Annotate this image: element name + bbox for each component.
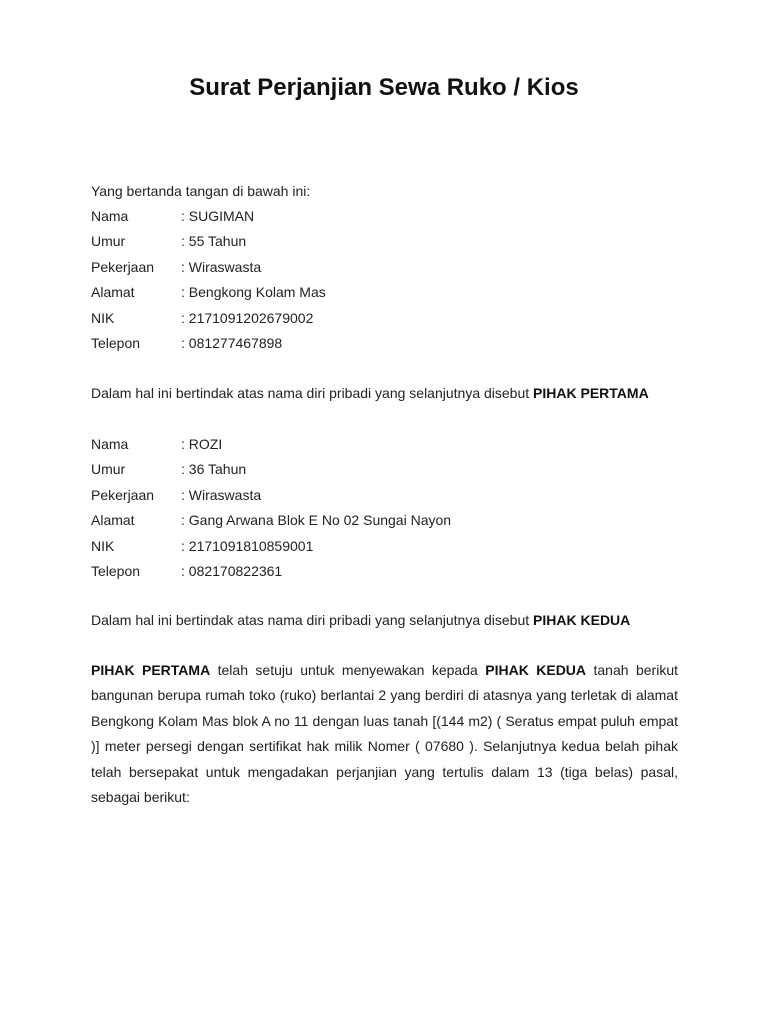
field-value: SUGIMAN [188,208,255,224]
field-value: Bengkong Kolam Mas [188,284,326,301]
party2-field-alamat [91,508,678,533]
field-separator: : [181,335,189,352]
field-separator: : [181,208,189,224]
field-separator: : [181,512,189,529]
field-value: Gang Arwana Blok E No 02 Sungai Nayon [188,512,452,529]
field-label: Pekerjaan [91,258,155,275]
field-label: Umur [91,233,126,250]
field-label: Nama [91,208,129,224]
field-separator: : [181,258,189,275]
field-label: Pekerjaan [91,486,155,503]
party-role: PIHAK KEDUA [485,662,587,678]
field-value: ROZI [188,436,223,452]
agreement-text: telah setuju untuk menyewakan kepada [210,662,486,678]
field-label: NIK [91,309,115,326]
field-label: Umur [91,461,126,478]
party2-field-umur [91,457,678,482]
field-label: Telepon [91,335,141,352]
field-value: 081277467898 [188,335,283,352]
party2-statement [91,608,678,633]
statement-text: Dalam hal ini bertindak atas nama diri pribadi yang selanjutnya disebut [91,385,534,401]
party1-field-nik [91,306,678,331]
page-title: Surat Perjanjian Sewa Ruko / Kios [189,74,579,101]
agreement-text: tanah berikut bangunan berupa rumah toko (ruko) berlantai 2 yang berdiri di atasnya yang terletak di alamat Bengkong Kolam Mas blok A no 11 dengan luas tanah [(144 m2) ( Seratus empat puluh empat )] meter persegi dengan sertifikat hak milik Nomer ( 07680 ). Selanjutnya kedua belah pihak telah bersepakat untuk mengadakan perjanjian yang tertulis dalam 13 (tiga belas) pasal, sebagai berikut: [91,662,678,806]
agreement-paragraph [91,658,678,810]
party2-details [91,432,678,584]
field-separator: : [181,436,189,452]
field-separator: : [181,233,189,250]
field-label: Nama [91,436,129,452]
statement-text: Dalam hal ini bertindak atas nama diri pribadi yang selanjutnya disebut [91,612,534,628]
party2-field-telepon [91,559,678,584]
field-separator: : [181,309,189,326]
field-separator: : [181,486,189,503]
party2-field-nik [91,534,678,559]
field-separator: : [181,461,189,478]
field-value: 55 Tahun [188,233,247,250]
party1-field-telepon [91,331,678,356]
field-value: Wiraswasta [188,258,262,275]
field-separator: : [181,563,189,580]
party2-field-pekerjaan [91,483,678,508]
field-label: Alamat [91,284,135,301]
party-role: PIHAK KEDUA [533,612,631,628]
field-value: 2171091202679002 [188,309,314,326]
field-separator: : [181,537,189,554]
intro-text: Yang bertanda tangan di bawah ini: [91,183,311,199]
party1-details [91,204,678,356]
field-separator: : [181,284,189,301]
field-label: Telepon [91,563,141,580]
field-label: NIK [91,537,115,554]
party-role: PIHAK PERTAMA [533,385,649,401]
party1-field-pekerjaan [91,255,678,280]
field-label: Alamat [91,512,135,529]
field-value: Wiraswasta [188,486,262,503]
party1-field-umur [91,229,678,254]
party-role: PIHAK PERTAMA [91,662,211,678]
party1-field-alamat [91,280,678,305]
party1-field-nama [91,204,678,229]
field-value: 36 Tahun [188,461,247,478]
field-value: 082170822361 [188,563,283,580]
party2-field-nama [91,432,678,457]
field-value: 2171091810859001 [188,537,314,554]
party1-statement [91,381,678,406]
